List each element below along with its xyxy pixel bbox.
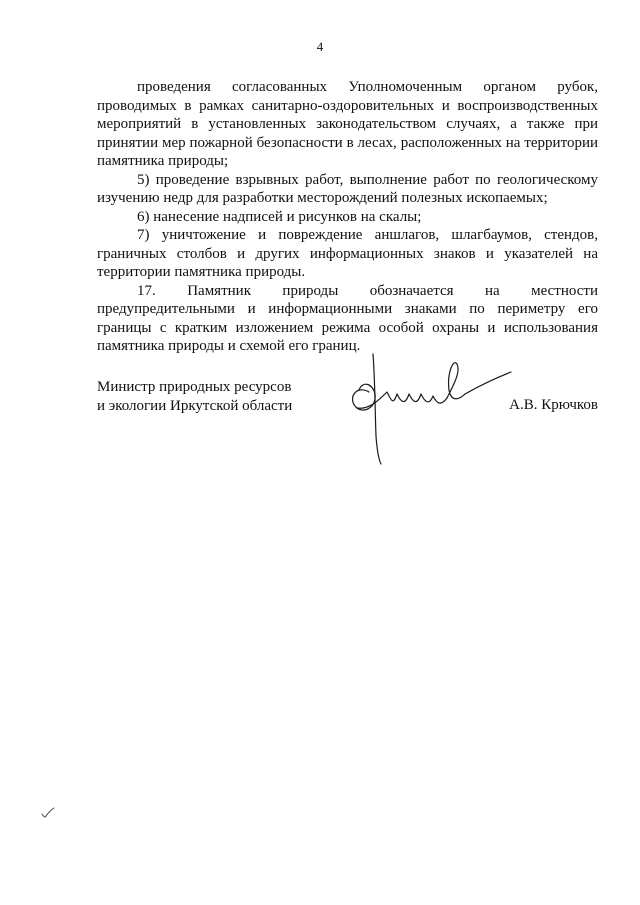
- pen-tick-icon: [40, 806, 56, 820]
- paragraph-item-6: 6) нанесение надписей и рисунков на скалы;: [137, 208, 422, 225]
- paragraph-item-7: 7) уничтожение и повреждение аншлагов, шлагбаумов, стендов, граничных столбов и других информационных знаков и указателей на территории памятника природы.: [97, 227, 598, 280]
- page-number: 4: [316, 39, 324, 54]
- signature-block: [97, 378, 598, 478]
- signer-title-line-2: и экологии Иркутской области: [97, 397, 293, 414]
- paragraph-item-5: 5) проведение взрывных работ, выполнение работ по геологическому изучению недр для разработки месторождений полезных ископаемых;: [97, 171, 598, 206]
- signer-title-line-1: Министр природных ресурсов: [97, 379, 292, 395]
- document-body: [97, 78, 598, 356]
- paragraph-clause-17: 17. Памятник природы обозначается на местности предупредительными и информационными знаками по периметру его границы с кратким изложением режима особой охраны и использования памятника природы и схемой его границ.: [97, 282, 598, 354]
- signer-name: А.В. Крючков: [509, 397, 598, 413]
- signer-title: [97, 378, 337, 415]
- paragraph-continuation: проведения согласованных Уполномоченным органом рубок, проводимых в рамках санитарно-оздоровительных и воспроизводственных мероприятий в установленных законодательством случаях, а также при принятии мер пожарной безопасности в лесах, расположенных на территории памятника природы;: [97, 79, 598, 169]
- signature-icon: [335, 350, 515, 470]
